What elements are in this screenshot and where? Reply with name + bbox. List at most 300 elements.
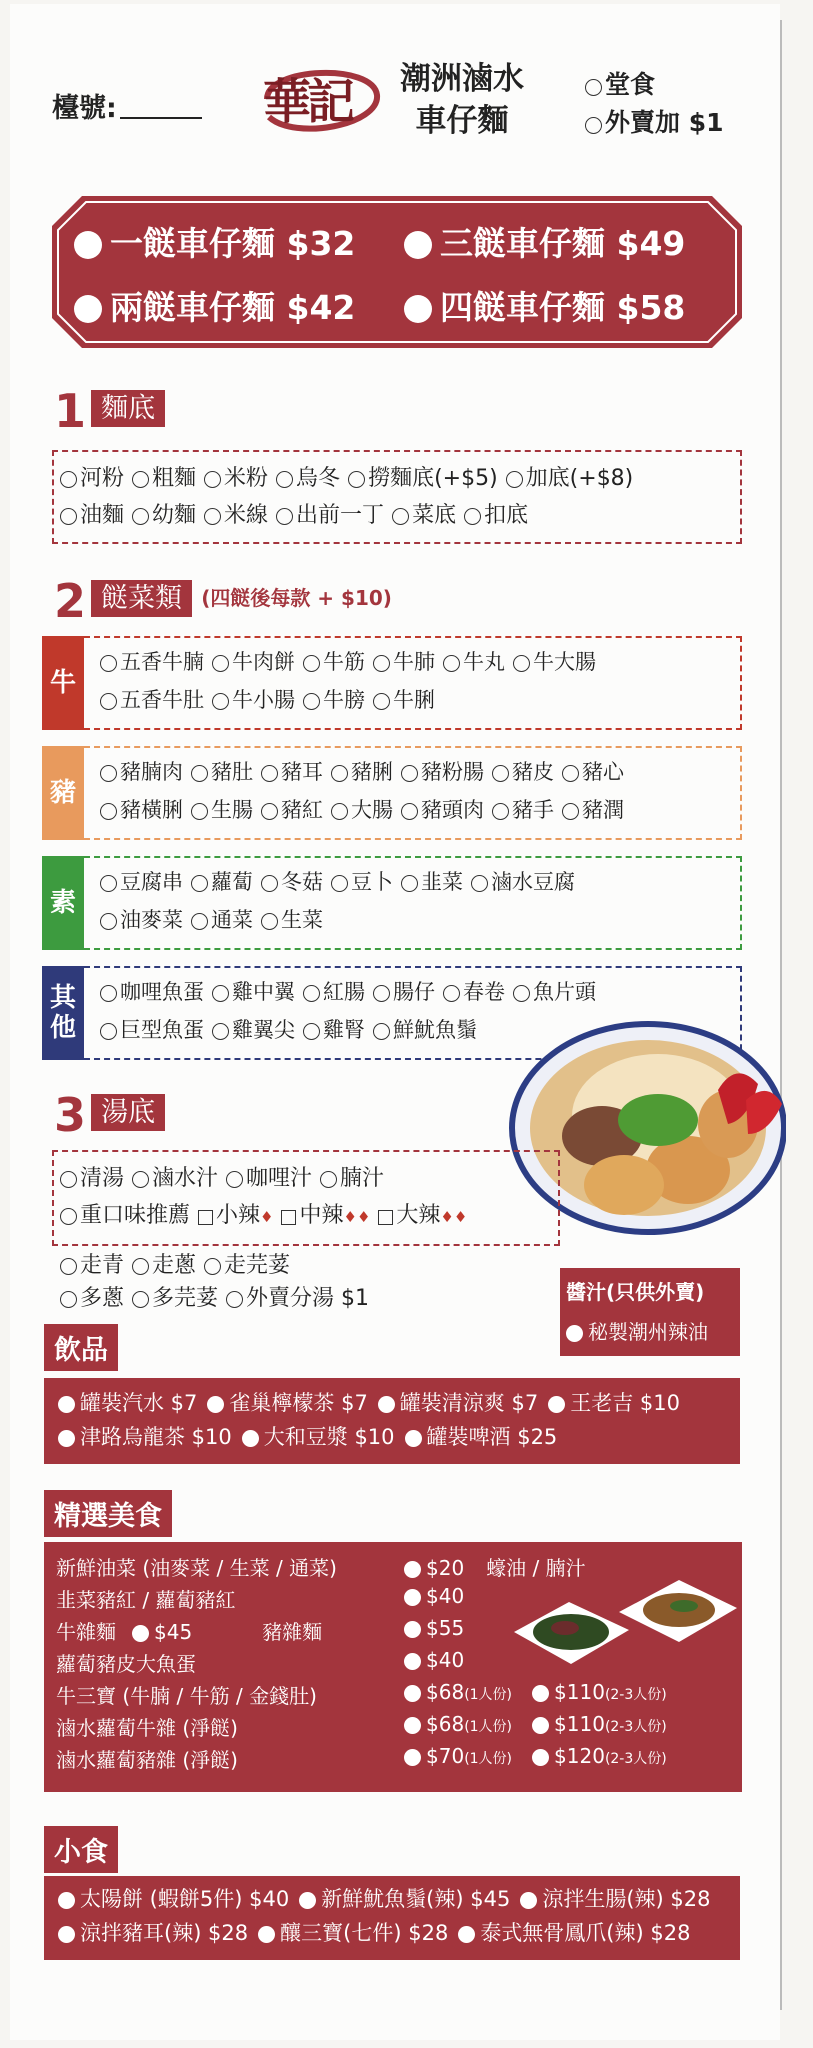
radio-circle-icon[interactable]	[373, 655, 390, 672]
shop-name	[400, 58, 524, 142]
topping-option[interactable]	[303, 980, 365, 1004]
radio-circle-icon[interactable]	[226, 1171, 243, 1188]
set-price-2[interactable]	[74, 282, 355, 329]
bullet-icon	[405, 1430, 422, 1447]
soup-extra-label: 外賣分湯 $1	[246, 1286, 370, 1311]
category-name: 其他	[49, 983, 76, 1043]
topping-option[interactable]	[212, 980, 295, 1004]
drink-item[interactable]	[378, 1391, 538, 1415]
featured-price-fishball[interactable]	[404, 1648, 464, 1672]
section-title: 麵底	[91, 390, 165, 427]
topping-option[interactable]	[191, 798, 253, 822]
chili-pepper-icon: ♦♦	[343, 1208, 371, 1226]
topping-option[interactable]	[401, 798, 484, 822]
radio-circle-icon[interactable]	[373, 985, 390, 1002]
noodle-label: 米粉	[224, 466, 269, 491]
noodle-option[interactable]	[204, 503, 268, 528]
noodle-option[interactable]	[132, 466, 196, 491]
snack-item[interactable]	[458, 1921, 690, 1945]
topping-label: 韭菜	[421, 870, 463, 894]
radio-circle-icon[interactable]	[303, 985, 320, 1002]
topping-option[interactable]	[100, 908, 183, 932]
bullet-icon	[242, 1430, 259, 1447]
radio-circle-icon[interactable]	[100, 655, 117, 672]
radio-circle-icon[interactable]	[60, 1171, 77, 1188]
checkbox-square-icon[interactable]	[281, 1210, 296, 1225]
radio-circle-icon[interactable]	[100, 803, 117, 820]
drink-label: 津路烏龍茶 $10	[80, 1425, 232, 1449]
topping-label: 冬菇	[281, 870, 323, 894]
checkbox-square-icon[interactable]	[198, 1210, 213, 1225]
item-name: 牛雜麵	[56, 1620, 116, 1644]
spice-level-label: 大辣	[396, 1203, 441, 1228]
radio-circle-icon[interactable]	[443, 655, 460, 672]
dine-in-label: 堂食	[605, 70, 656, 99]
item-price: $70	[426, 1744, 465, 1768]
spice-level-option[interactable]	[281, 1203, 370, 1228]
drinks-row-2	[58, 1420, 726, 1454]
soup-label: 腩汁	[340, 1166, 385, 1191]
dine-in-checkbox[interactable]	[585, 79, 602, 96]
takeaway-checkbox[interactable]	[585, 117, 602, 134]
radio-circle-icon[interactable]	[60, 508, 77, 525]
topping-option[interactable]	[191, 760, 253, 784]
soup-row-4	[60, 1280, 377, 1318]
drinks-band	[44, 1378, 740, 1464]
featured-item-blood[interactable]	[56, 1584, 235, 1613]
item-price: $68	[426, 1712, 465, 1736]
topping-label: 豬肚	[211, 760, 253, 784]
topping-option[interactable]	[401, 760, 484, 784]
radio-circle-icon[interactable]	[191, 803, 208, 820]
noodle-option[interactable]	[276, 466, 340, 491]
radio-circle-icon[interactable]	[562, 765, 579, 782]
set-price-4-label: 四餸車仔麵 $58	[440, 288, 686, 327]
item-price: $55	[426, 1616, 465, 1640]
radio-circle-icon[interactable]	[60, 1291, 77, 1308]
radio-circle-icon[interactable]	[204, 1258, 221, 1275]
snack-label: 釀三寶(七件) $28	[280, 1921, 449, 1945]
topping-option[interactable]	[373, 980, 435, 1004]
radio-circle-icon[interactable]	[191, 875, 208, 892]
topping-label: 豆卜	[351, 870, 393, 894]
spice-level-label: 小辣	[216, 1203, 261, 1228]
bullet-icon	[520, 1892, 537, 1909]
topping-label: 鮮魷魚鬚	[393, 1018, 477, 1042]
topping-option[interactable]	[100, 1018, 204, 1042]
topping-option[interactable]	[303, 650, 365, 674]
topping-label: 牛脷	[393, 688, 435, 712]
radio-circle-icon[interactable]	[132, 471, 149, 488]
topping-label: 腸仔	[393, 980, 435, 1004]
noodle-option[interactable]	[276, 503, 384, 528]
item-name: 滷水蘿蔔豬雜 (淨餸)	[56, 1748, 238, 1772]
noodle-option[interactable]	[204, 466, 268, 491]
bullet-icon	[299, 1892, 316, 1909]
topping-option[interactable]	[261, 908, 323, 932]
radio-circle-icon[interactable]	[348, 471, 365, 488]
noodle-label: 油麵	[80, 503, 125, 528]
snacks-title: 小食	[44, 1826, 118, 1873]
featured-item-fishball[interactable]	[56, 1648, 196, 1677]
topping-option[interactable]	[100, 980, 204, 1004]
topping-label: 豬耳	[281, 760, 323, 784]
topping-label: 通菜	[211, 908, 253, 932]
radio-circle-icon[interactable]	[562, 803, 579, 820]
featured-price-beef-offal[interactable]	[404, 1712, 667, 1736]
noodle-label: 加底(+$8)	[525, 466, 634, 491]
item-name: 滷水蘿蔔牛雜 (淨餸)	[56, 1716, 238, 1740]
section-number: 3	[54, 1088, 87, 1142]
featured-item-beef-offal[interactable]	[56, 1712, 238, 1741]
radio-circle-icon[interactable]	[100, 693, 117, 710]
topping-option[interactable]	[191, 908, 253, 932]
radio-circle-icon[interactable]	[331, 765, 348, 782]
item-price: $45	[154, 1620, 193, 1644]
bullet-icon	[532, 1685, 549, 1702]
topping-option[interactable]	[212, 1018, 295, 1042]
toppings-note: (四餸後每款 + $10)	[201, 586, 392, 610]
topping-option[interactable]	[100, 650, 204, 674]
soup-option[interactable]	[226, 1166, 312, 1191]
radio-circle-icon[interactable]	[212, 655, 229, 672]
snack-item[interactable]	[58, 1921, 248, 1945]
soup-extra-option[interactable]	[132, 1253, 196, 1278]
noodle-label: 烏冬	[296, 466, 341, 491]
radio-circle-icon[interactable]	[132, 1258, 149, 1275]
radio-circle-icon[interactable]	[492, 803, 509, 820]
soup-extra-label: 走蔥	[152, 1253, 197, 1278]
noodle-label: 扣底	[484, 503, 529, 528]
logo-text: 華記	[263, 74, 352, 130]
radio-circle-icon[interactable]	[261, 913, 278, 930]
set-price-3[interactable]	[404, 218, 685, 265]
snacks-row-1	[58, 1882, 726, 1916]
topping-option[interactable]	[261, 798, 323, 822]
section-toppings-header	[54, 574, 392, 628]
topping-label: 雞腎	[323, 1018, 365, 1042]
radio-circle-icon[interactable]	[401, 875, 418, 892]
topping-label: 五香牛肚	[120, 688, 204, 712]
featured-price-blood[interactable]	[404, 1584, 464, 1608]
item-name: 蘿蔔豬皮大魚蛋	[56, 1652, 196, 1676]
topping-option[interactable]	[513, 980, 596, 1004]
snack-item[interactable]	[58, 1887, 289, 1911]
topping-option[interactable]	[100, 760, 183, 784]
shop-name-line1: 潮洲滷水	[400, 61, 524, 97]
topping-label: 牛肉餅	[232, 650, 295, 674]
table-number-field[interactable]	[52, 86, 202, 125]
item-name: 新鮮油菜 (油麥菜 / 生菜 / 通菜)	[56, 1556, 337, 1580]
section-soup-header	[54, 1088, 165, 1142]
topping-option[interactable]	[443, 650, 505, 674]
featured-box	[44, 1542, 742, 1792]
radio-circle-icon[interactable]	[401, 765, 418, 782]
radio-circle-icon[interactable]	[513, 655, 530, 672]
bullet-icon	[58, 1430, 75, 1447]
topping-option[interactable]	[303, 1018, 365, 1042]
bullet-icon	[207, 1396, 224, 1413]
radio-circle-icon[interactable]	[100, 985, 117, 1002]
noodle-label: 幼麵	[152, 503, 197, 528]
item-unit-2: (2-3人份)	[604, 1751, 667, 1767]
topping-label: 蘿蔔	[211, 870, 253, 894]
topping-option[interactable]	[401, 870, 463, 894]
set-price-1[interactable]	[74, 218, 355, 265]
topping-option[interactable]	[443, 980, 505, 1004]
spice-level-option[interactable]	[378, 1203, 467, 1228]
drink-label: 大和豆漿 $10	[263, 1425, 395, 1449]
topping-label: 紅腸	[323, 980, 365, 1004]
topping-option[interactable]	[331, 870, 393, 894]
topping-label: 咖哩魚蛋	[120, 980, 204, 1004]
bullet-icon	[404, 1589, 421, 1606]
sauce-item[interactable]	[566, 1316, 708, 1345]
featured-item-beef-trio[interactable]	[56, 1680, 317, 1709]
bullet-icon	[532, 1717, 549, 1734]
topping-option[interactable]	[492, 760, 554, 784]
radio-circle-icon[interactable]	[212, 1023, 229, 1040]
topping-option[interactable]	[513, 650, 596, 674]
snack-item[interactable]	[520, 1887, 710, 1911]
radio-circle-icon[interactable]	[276, 471, 293, 488]
drink-item[interactable]	[405, 1425, 558, 1449]
radio-circle-icon[interactable]	[331, 803, 348, 820]
item-name-2: 豬雜麵	[262, 1620, 323, 1644]
noodle-label: 出前一丁	[296, 503, 385, 528]
topping-label: 豬腩肉	[120, 760, 183, 784]
drink-item[interactable]	[548, 1391, 680, 1415]
noodle-row-2	[60, 497, 536, 535]
topping-option[interactable]	[261, 760, 323, 784]
table-number-label: 檯號:	[52, 93, 117, 124]
featured-item-beef-noodle[interactable]	[56, 1616, 322, 1645]
item-name: 牛三寶 (牛腩 / 牛筋 / 金錢肚)	[56, 1684, 317, 1708]
item-price-2: $120	[554, 1744, 605, 1768]
radio-circle-icon[interactable]	[212, 985, 229, 1002]
topping-label: 牛筋	[323, 650, 365, 674]
bullet-icon	[404, 231, 432, 259]
radio-circle-icon[interactable]	[60, 471, 77, 488]
noodle-label: 粗麵	[152, 466, 197, 491]
radio-circle-icon[interactable]	[100, 875, 117, 892]
soup-label: 清湯	[80, 1166, 125, 1191]
noodle-label: 菜底	[412, 503, 457, 528]
topping-option[interactable]	[373, 688, 435, 712]
radio-circle-icon[interactable]	[261, 875, 278, 892]
category-label-2	[42, 856, 84, 950]
bullet-icon	[548, 1396, 565, 1413]
soup-extra-label: 多芫荽	[152, 1286, 219, 1311]
topping-option[interactable]	[331, 798, 393, 822]
spice-level-option[interactable]	[198, 1203, 273, 1228]
radio-circle-icon[interactable]	[492, 765, 509, 782]
topping-label: 豆腐串	[120, 870, 183, 894]
radio-circle-icon[interactable]	[132, 1291, 149, 1308]
snack-item[interactable]	[299, 1887, 510, 1911]
topping-label: 春卷	[463, 980, 505, 1004]
topping-option[interactable]	[373, 1018, 477, 1042]
radio-circle-icon[interactable]	[261, 765, 278, 782]
radio-circle-icon[interactable]	[212, 693, 229, 710]
featured-price-pork-offal[interactable]	[404, 1744, 667, 1768]
snack-label: 泰式無骨鳳爪(辣) $28	[480, 1921, 691, 1945]
topping-option[interactable]	[492, 798, 554, 822]
bullet-icon	[404, 1653, 421, 1670]
radio-circle-icon[interactable]	[226, 1291, 243, 1308]
takeaway-option[interactable]	[585, 104, 724, 142]
noodle-row-1	[60, 460, 641, 498]
sauce-title: 醬汁(只供外賣)	[566, 1280, 705, 1304]
featured-price-beef-trio[interactable]	[404, 1680, 667, 1704]
radio-circle-icon[interactable]	[60, 1208, 77, 1225]
bullet-icon	[566, 1325, 583, 1342]
topping-option[interactable]	[331, 760, 393, 784]
soup-option[interactable]	[320, 1166, 384, 1191]
radio-circle-icon[interactable]	[303, 1023, 320, 1040]
snack-label: 太陽餅 (蝦餅5件) $40	[80, 1887, 290, 1911]
set-price-4[interactable]	[404, 282, 685, 329]
noodle-option[interactable]	[60, 466, 124, 491]
drink-item[interactable]	[207, 1391, 367, 1415]
noodle-option[interactable]	[392, 503, 456, 528]
radio-circle-icon[interactable]	[513, 985, 530, 1002]
soup-extra-option[interactable]	[60, 1253, 124, 1278]
topping-option[interactable]	[100, 870, 183, 894]
radio-circle-icon[interactable]	[191, 913, 208, 930]
topping-option[interactable]	[191, 870, 253, 894]
soup-row-1	[60, 1160, 392, 1198]
topping-label: 油麥菜	[120, 908, 183, 932]
noodle-option[interactable]	[348, 466, 498, 491]
radio-circle-icon[interactable]	[100, 765, 117, 782]
chili-pepper-icon: ♦♦	[440, 1208, 468, 1226]
strong-flavor-option[interactable]	[60, 1203, 190, 1228]
radio-circle-icon[interactable]	[191, 765, 208, 782]
topping-label: 牛丸	[463, 650, 505, 674]
featured-item-pork-offal[interactable]	[56, 1744, 238, 1773]
radio-circle-icon[interactable]	[132, 1171, 149, 1188]
takeaway-label: 外賣加 $1	[605, 108, 724, 137]
topping-label: 牛小腸	[232, 688, 295, 712]
noodle-option[interactable]	[464, 503, 528, 528]
soup-extra-option[interactable]	[60, 1286, 124, 1311]
soup-extra-label: 走青	[80, 1253, 125, 1278]
noodle-option[interactable]	[506, 466, 634, 491]
topping-option[interactable]	[261, 870, 323, 894]
radio-circle-icon[interactable]	[392, 508, 409, 525]
topping-option[interactable]	[373, 650, 435, 674]
shop-name-line2: 車仔麵	[415, 103, 509, 139]
radio-circle-icon[interactable]	[276, 508, 293, 525]
radio-circle-icon[interactable]	[100, 1023, 117, 1040]
radio-circle-icon[interactable]	[303, 655, 320, 672]
category-row-1	[100, 644, 604, 680]
bullet-icon	[58, 1926, 75, 1943]
drink-item[interactable]	[58, 1391, 197, 1415]
topping-option[interactable]	[212, 688, 295, 712]
radio-circle-icon[interactable]	[331, 875, 348, 892]
radio-circle-icon[interactable]	[261, 803, 278, 820]
topping-option[interactable]	[303, 688, 365, 712]
radio-circle-icon[interactable]	[373, 1023, 390, 1040]
noodle-option[interactable]	[60, 503, 124, 528]
soup-option[interactable]	[132, 1166, 218, 1191]
topping-label: 雞翼尖	[232, 1018, 295, 1042]
category-name: 牛	[49, 668, 76, 698]
radio-circle-icon[interactable]	[471, 875, 488, 892]
bullet-icon	[404, 1749, 421, 1766]
snack-label: 新鮮魷魚鬚(辣) $45	[321, 1887, 511, 1911]
set-price-1-label: 一餸車仔麵 $32	[110, 224, 356, 263]
topping-option[interactable]	[100, 688, 204, 712]
soup-extra-label: 多蔥	[80, 1286, 125, 1311]
drink-item[interactable]	[242, 1425, 395, 1449]
topping-label: 豬頭肉	[421, 798, 484, 822]
radio-circle-icon[interactable]	[464, 508, 481, 525]
item-unit-2: (2-3人份)	[604, 1687, 667, 1703]
bullet-icon	[404, 1685, 421, 1702]
item-price: $40	[426, 1584, 465, 1608]
category-label-0	[42, 636, 84, 730]
category-row-1	[100, 864, 583, 900]
category-label-3	[42, 966, 84, 1060]
soup-extra-label: 走芫荽	[224, 1253, 291, 1278]
drink-item[interactable]	[58, 1425, 232, 1449]
topping-label: 豬潤	[582, 798, 624, 822]
snacks-row-2	[58, 1916, 726, 1950]
checkbox-square-icon[interactable]	[378, 1210, 393, 1225]
soup-extra-option[interactable]	[226, 1286, 369, 1311]
chili-pepper-icon: ♦	[260, 1208, 274, 1226]
topping-option[interactable]	[100, 798, 183, 822]
radio-circle-icon[interactable]	[303, 693, 320, 710]
radio-circle-icon[interactable]	[401, 803, 418, 820]
topping-label: 豬紅	[281, 798, 323, 822]
radio-circle-icon[interactable]	[60, 1258, 77, 1275]
topping-option[interactable]	[562, 798, 624, 822]
topping-label: 大腸	[351, 798, 393, 822]
noodle-label: 河粉	[80, 466, 125, 491]
radio-circle-icon[interactable]	[204, 508, 221, 525]
radio-circle-icon[interactable]	[320, 1171, 337, 1188]
topping-label: 豬橫脷	[120, 798, 183, 822]
featured-price-pork-noodle[interactable]	[404, 1616, 464, 1640]
category-name: 素	[49, 888, 76, 918]
radio-circle-icon[interactable]	[506, 471, 523, 488]
radio-circle-icon[interactable]	[204, 471, 221, 488]
bullet-icon	[132, 1625, 149, 1642]
soup-label: 咖哩汁	[246, 1166, 313, 1191]
radio-circle-icon[interactable]	[373, 693, 390, 710]
topping-option[interactable]	[471, 870, 575, 894]
radio-circle-icon[interactable]	[132, 508, 149, 525]
radio-circle-icon[interactable]	[100, 913, 117, 930]
featured-dish-photos	[509, 1572, 739, 1672]
soup-option[interactable]	[60, 1166, 124, 1191]
topping-label: 豬皮	[512, 760, 554, 784]
snack-item[interactable]	[258, 1921, 448, 1945]
soup-extra-option[interactable]	[204, 1253, 290, 1278]
featured-item-veg[interactable]	[56, 1552, 337, 1581]
topping-option[interactable]	[562, 760, 624, 784]
topping-option[interactable]	[212, 650, 295, 674]
dine-in-option[interactable]	[585, 66, 724, 104]
radio-circle-icon[interactable]	[443, 985, 460, 1002]
soup-extra-option[interactable]	[132, 1286, 218, 1311]
set-price-3-label: 三餸車仔麵 $49	[440, 224, 686, 263]
noodle-option[interactable]	[132, 503, 196, 528]
